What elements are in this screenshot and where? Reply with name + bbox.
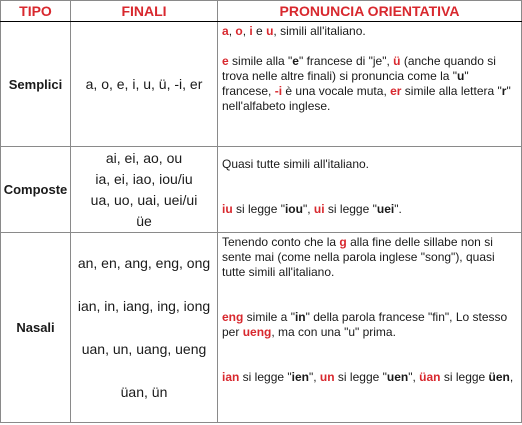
pronuncia-semplici (218, 22, 522, 147)
pron-semplici-p1: a, o, i e u, simili all'italiano. (222, 24, 366, 38)
finali-line: ua, uo, uai, uei/ui (90, 191, 198, 208)
finali-line: ai, ei, ao, ou (105, 149, 183, 166)
finali-line: uan, un, uang, ueng (81, 340, 207, 357)
finali-semplici: a, o, e, i, u, ü, -i, er (71, 22, 218, 147)
finali-line: ia, ei, iao, iou/iu (95, 170, 193, 187)
header-row (1, 1, 522, 22)
tipo-composte: Composte (1, 147, 71, 233)
finali-line: üan, ün (120, 383, 168, 400)
finali-line: ian, in, iang, ing, iong (77, 297, 211, 314)
pron-composte-p1: Quasi tutte simili all'italiano. (222, 157, 370, 171)
tipo-semplici: Semplici (1, 22, 71, 147)
row-composte (1, 147, 522, 233)
finali-line: üe (136, 212, 152, 229)
tipo-nasali: Nasali (1, 233, 71, 423)
pron-nasali-p1: Tenendo conto che la g alla fine delle sillabe non si sente mai (come nella parola inglese "song"), quasi tutte simili all'italiano. (222, 235, 495, 279)
pronuncia-nasali (218, 233, 522, 423)
header-tipo: TIPO (1, 1, 71, 22)
pron-nasali-p3: ian si legge "ien", un si legge "uen", üan si legge üen, (222, 370, 514, 384)
pron-composte-p2: iu si legge "iou", ui si legge "uei". (222, 202, 402, 216)
header-finali: FINALI (71, 1, 218, 22)
pronuncia-composte (218, 147, 522, 233)
row-nasali (1, 233, 522, 423)
finali-nasali (71, 233, 218, 423)
pron-nasali-p2: eng simile a "in" della parola francese "fin", Lo stesso per ueng, ma con una "u" prima. (222, 310, 508, 339)
finali-line: an, en, ang, eng, ong (77, 254, 211, 271)
row-semplici (1, 22, 522, 147)
finali-composte (71, 147, 218, 233)
header-pronuncia: PRONUNCIA ORIENTATIVA (218, 1, 522, 22)
pron-semplici-p2: e simile alla "e" francese di "je", ü (anche quando si trova nelle altre finali) si pronuncia come la "u" francese, -i è una vocale muta, er simile alla lettera "r" nell'alfabeto inglese. (222, 54, 511, 113)
